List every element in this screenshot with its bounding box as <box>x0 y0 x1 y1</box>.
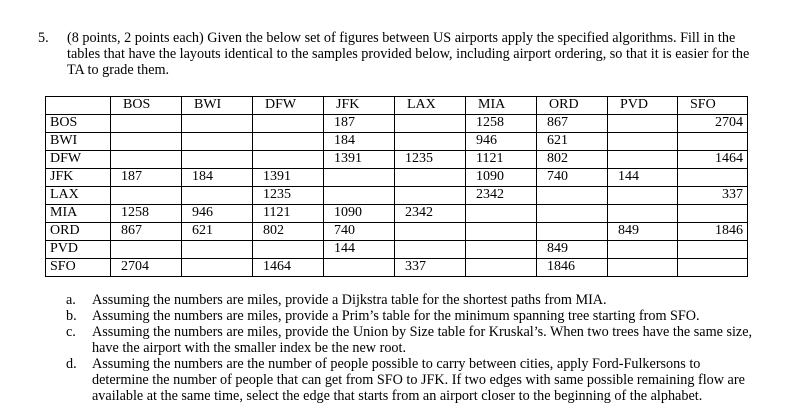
table-cell: 337 <box>395 259 466 277</box>
table-cell <box>466 259 537 277</box>
table-cell <box>678 259 748 277</box>
table-cell <box>253 151 324 169</box>
table-cell: 740 <box>537 169 608 187</box>
column-header: BOS <box>111 97 182 115</box>
table-cell: 187 <box>111 169 182 187</box>
table-row <box>46 187 748 205</box>
table-cell <box>537 223 608 241</box>
table-cell <box>608 133 678 151</box>
table-cell: 2342 <box>395 205 466 223</box>
table-cell: 1121 <box>466 151 537 169</box>
table-cell <box>395 241 466 259</box>
table-cell <box>182 115 253 133</box>
table-header-row <box>46 97 748 115</box>
table-cell <box>182 151 253 169</box>
distance-table <box>45 96 748 277</box>
table-cell: 1391 <box>253 169 324 187</box>
table-cell <box>678 241 748 259</box>
table-cell: 1090 <box>466 169 537 187</box>
table-cell: 849 <box>537 241 608 259</box>
table-cell <box>678 205 748 223</box>
table-cell: 144 <box>608 169 678 187</box>
table-corner-cell <box>46 97 111 115</box>
table-cell <box>395 115 466 133</box>
table-cell <box>395 133 466 151</box>
table-cell <box>111 133 182 151</box>
table-cell: 1121 <box>253 205 324 223</box>
table-cell <box>324 169 395 187</box>
sub-question-list <box>66 292 756 404</box>
table-cell: 2342 <box>466 187 537 205</box>
row-header: JFK <box>46 169 111 187</box>
table-cell: 1258 <box>466 115 537 133</box>
table-cell: 144 <box>324 241 395 259</box>
column-header: DFW <box>253 97 324 115</box>
sub-question-marker: c. <box>66 324 76 340</box>
table-row <box>46 205 748 223</box>
table-cell: 867 <box>537 115 608 133</box>
sub-question-marker: a. <box>66 292 76 308</box>
table-cell <box>678 133 748 151</box>
table-cell: 946 <box>182 205 253 223</box>
table-cell: 2704 <box>678 115 748 133</box>
table-cell <box>608 259 678 277</box>
table-cell <box>608 205 678 223</box>
table-cell: 187 <box>324 115 395 133</box>
table-cell <box>537 205 608 223</box>
table-cell: 802 <box>253 223 324 241</box>
column-header: SFO <box>678 97 748 115</box>
column-header: LAX <box>395 97 466 115</box>
sub-question-marker: d. <box>66 356 77 372</box>
table-cell <box>537 187 608 205</box>
table-cell <box>608 115 678 133</box>
table-cell <box>466 205 537 223</box>
table-cell: 337 <box>678 187 748 205</box>
row-header: PVD <box>46 241 111 259</box>
table-cell: 184 <box>182 169 253 187</box>
table-cell <box>111 241 182 259</box>
table-row <box>46 169 748 187</box>
column-header: BWI <box>182 97 253 115</box>
table-cell: 2704 <box>111 259 182 277</box>
table-cell <box>324 259 395 277</box>
sub-question-text: Assuming the numbers are miles, provide a Prim’s table for the minimum spanning tree starting from SFO. <box>92 308 700 324</box>
table-cell: 1235 <box>395 151 466 169</box>
table-cell: 184 <box>324 133 395 151</box>
table-cell <box>395 223 466 241</box>
table-cell: 621 <box>537 133 608 151</box>
table-cell <box>253 133 324 151</box>
row-header: BOS <box>46 115 111 133</box>
table-cell: 1846 <box>537 259 608 277</box>
sub-question-item <box>66 324 756 356</box>
question-text: (8 points, 2 points each) Given the below set of figures between US airports apply the specified algorithms. Fill in the tables that have the layouts identical to the samples provided below, including airport ordering, so that it is easier for the TA to grade them. <box>67 30 750 78</box>
sub-question-text: Assuming the numbers are the number of people possible to carry between cities, apply Ford-Fulkersons to determine the number of people that can get from SFO to JFK. If two edges with same possible remaining flow are available at the same time, select the edge that starts from an airport closer to the beginning of the alphabet. <box>92 356 745 404</box>
table-cell: 740 <box>324 223 395 241</box>
table-cell <box>182 133 253 151</box>
table-cell <box>466 241 537 259</box>
table-cell <box>111 115 182 133</box>
sub-question-item <box>66 308 756 324</box>
table-cell: 1235 <box>253 187 324 205</box>
table-cell <box>608 151 678 169</box>
table-cell <box>182 259 253 277</box>
table-cell: 1391 <box>324 151 395 169</box>
column-header: ORD <box>537 97 608 115</box>
table-cell <box>395 169 466 187</box>
table-cell <box>111 151 182 169</box>
table-cell <box>324 187 395 205</box>
table-cell <box>466 223 537 241</box>
table-row <box>46 133 748 151</box>
sub-question-item <box>66 356 756 404</box>
table-cell <box>608 187 678 205</box>
table-cell <box>182 241 253 259</box>
row-header: MIA <box>46 205 111 223</box>
table-cell: 1464 <box>678 151 748 169</box>
sub-question-item <box>66 292 756 308</box>
table-cell: 621 <box>182 223 253 241</box>
sub-question-text: Assuming the numbers are miles, provide a Dijkstra table for the shortest paths from MIA. <box>92 292 607 308</box>
table-cell: 1258 <box>111 205 182 223</box>
table-cell: 867 <box>111 223 182 241</box>
table-cell <box>182 187 253 205</box>
table-cell: 1464 <box>253 259 324 277</box>
table-cell: 1846 <box>678 223 748 241</box>
table-cell <box>608 241 678 259</box>
row-header: BWI <box>46 133 111 151</box>
row-header: LAX <box>46 187 111 205</box>
sub-question-text: Assuming the numbers are miles, provide the Union by Size table for Kruskal’s. When two trees have the same size, have the airport with the smaller index be the new root. <box>92 324 753 356</box>
table-cell <box>253 241 324 259</box>
table-cell <box>253 115 324 133</box>
table-row <box>46 259 748 277</box>
table-cell: 1090 <box>324 205 395 223</box>
column-header: PVD <box>608 97 678 115</box>
question-number: 5. <box>38 30 49 46</box>
table-cell: 849 <box>608 223 678 241</box>
column-header: MIA <box>466 97 537 115</box>
table-row <box>46 223 748 241</box>
column-header: JFK <box>324 97 395 115</box>
table-cell <box>395 187 466 205</box>
table-cell <box>678 169 748 187</box>
row-header: DFW <box>46 151 111 169</box>
table-row <box>46 115 748 133</box>
table-row <box>46 241 748 259</box>
table-cell <box>111 187 182 205</box>
table-cell: 802 <box>537 151 608 169</box>
table-cell: 946 <box>466 133 537 151</box>
sub-question-marker: b. <box>66 308 77 324</box>
row-header: ORD <box>46 223 111 241</box>
table-row <box>46 151 748 169</box>
row-header: SFO <box>46 259 111 277</box>
